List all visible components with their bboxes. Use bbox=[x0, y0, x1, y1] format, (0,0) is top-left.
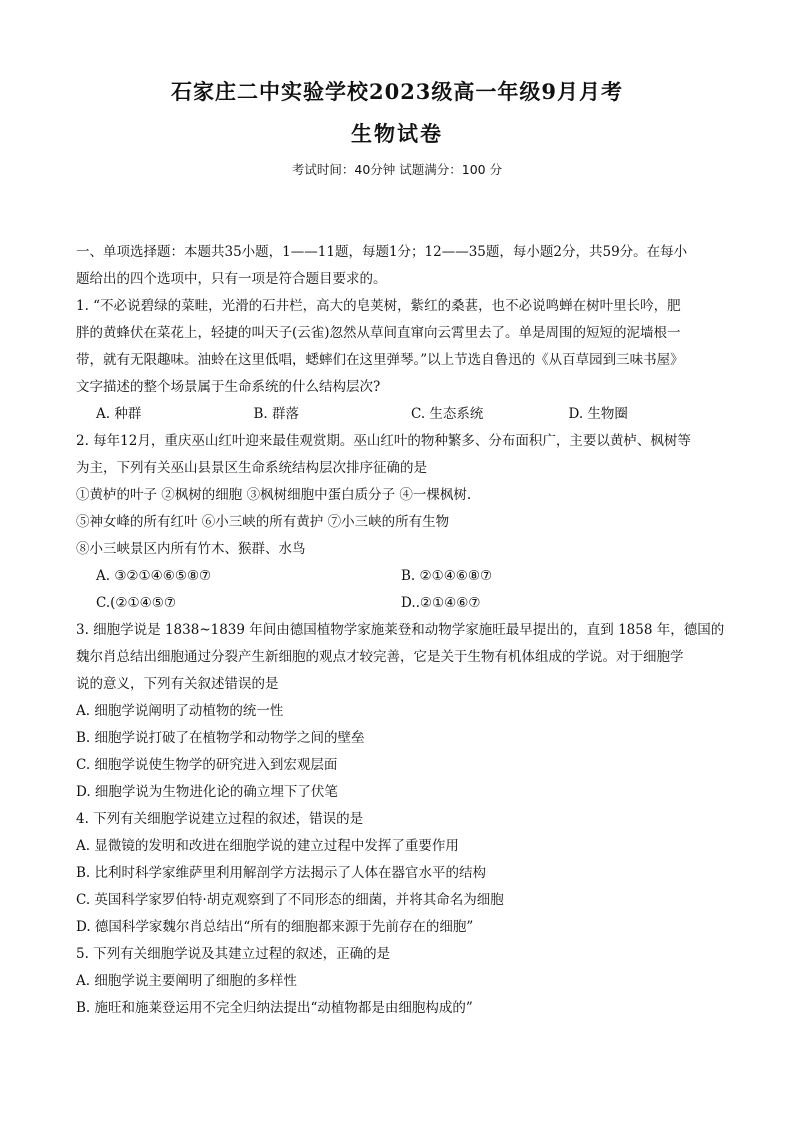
question-2-items: ①黄栌的叶子 ②枫树的细胞 ③枫树细胞中蛋白质分子 ④一棵枫树. bbox=[76, 487, 472, 503]
option-d: D. 细胞学说为生物进化论的确立埋下了伏笔 bbox=[76, 784, 338, 800]
question-3-text: 魏尔肖总结出细胞通过分裂产生新细胞的观点才较完善，它是关于生物有机体组成的学说。对于细胞学 bbox=[76, 649, 684, 665]
option-d: D..②①④⑥⑦ bbox=[401, 595, 481, 611]
option-d: D. 生物圈 bbox=[568, 406, 628, 422]
option-c: C. 细胞学说使生物学的研究进入到宏观层面 bbox=[76, 757, 338, 773]
option-c: C.(②①④⑤⑦ bbox=[96, 595, 176, 611]
question-2-items: ⑤神女峰的所有红叶 ⑥小三峡的所有黄护 ⑦小三峡的所有生物 bbox=[76, 514, 450, 530]
question-1-options bbox=[76, 401, 726, 428]
option-a: A. 细胞学说主要阐明了细胞的多样性 bbox=[76, 973, 297, 989]
option-a: A. ③②①④⑥⑤⑧⑦ bbox=[96, 568, 212, 584]
option-a: A. 显微镜的发明和改进在细胞学说的建立过程中发挥了重要作用 bbox=[76, 838, 459, 854]
option-c: C. 生态系统 bbox=[411, 406, 484, 422]
question-2-options bbox=[76, 590, 726, 617]
option-b: B. 细胞学说打破了在植物学和动物学之间的壁垒 bbox=[76, 730, 365, 746]
exam-title: 石家庄二中实验学校2023级高一年级9月月考 bbox=[170, 79, 624, 104]
option-a: A. 种群 bbox=[96, 406, 142, 422]
option-b: B. 施旺和施莱登运用不完全归纳法提出“动植物都是由细胞构成的” bbox=[76, 1000, 473, 1016]
option-b: B. 比利时科学家维萨里利用解剖学方法揭示了人体在器官水平的结构 bbox=[76, 865, 487, 881]
question-4-text: 4. 下列有关细胞学说建立过程的叙述，错误的是 bbox=[76, 811, 364, 827]
exam-info: 考试时间：40分钟 试题满分：100 分 bbox=[291, 162, 503, 177]
option-a: A. 细胞学说阐明了动植物的统一性 bbox=[76, 703, 284, 719]
question-1-text: 带，就有无限趣味。油蛉在这里低唱，蟋蟀们在这里弹琴。”以上节选自鲁迅的《从百草园到三味书屋》 bbox=[76, 352, 684, 368]
question-5-text: 5. 下列有关细胞学说及其建立过程的叙述，正确的是 bbox=[76, 946, 391, 962]
section-intro: 一、单项选择题：本题共35小题，1——11题，每题1分；12——35题，每小题2分，共59分。在每小 bbox=[76, 244, 688, 260]
question-3-text: 3. 细胞学说是 1838~1839 年间由德国植物学家施莱登和动物学家施旺最早提出的，直到 1858 年，德国的 bbox=[76, 622, 725, 638]
question-3-text: 说的意义，下列有关叙述错误的是 bbox=[76, 676, 279, 692]
exam-subject: 生物试卷 bbox=[351, 121, 443, 146]
section-intro: 题给出的四个选项中，只有一项是符合题目要求的。 bbox=[76, 271, 387, 287]
question-2-text: 2. 每年12月，重庆巫山红叶迎来最佳观赏期。巫山红叶的物种繁多、分布面积广，主要以黄栌、枫树等 bbox=[76, 433, 691, 449]
question-2-items: ⑧小三峡景区内所有竹木、猴群、水鸟 bbox=[76, 541, 306, 557]
question-2-options bbox=[76, 563, 726, 590]
option-d: D. 德国科学家魏尔肖总结出“所有的细胞都来源于先前存在的细胞” bbox=[76, 919, 474, 935]
question-body bbox=[76, 239, 726, 1022]
question-1-text: 文字描述的整个场景属于生命系统的什么结构层次? bbox=[76, 379, 381, 395]
option-c: C. 英国科学家罗伯特·胡克观察到了不同形态的细菌，并将其命名为细胞 bbox=[76, 892, 504, 908]
option-b: B. ②①④⑥⑧⑦ bbox=[401, 568, 493, 584]
question-1-text: 1. “不必说碧绿的菜畦，光滑的石井栏，高大的皂荚树，紫红的桑葚，也不必说鸣蝉在树叶里长吟，肥 bbox=[76, 298, 681, 314]
question-1-text: 胖的黄蜂伏在菜花上，轻捷的叫天子(云雀)忽然从草间直窜向云霄里去了。单是周围的短短的泥墙根一 bbox=[76, 325, 681, 341]
option-b: B. 群落 bbox=[253, 406, 300, 422]
question-2-text: 为主，下列有关巫山县景区生命系统结构层次排序征确的是 bbox=[76, 460, 427, 476]
